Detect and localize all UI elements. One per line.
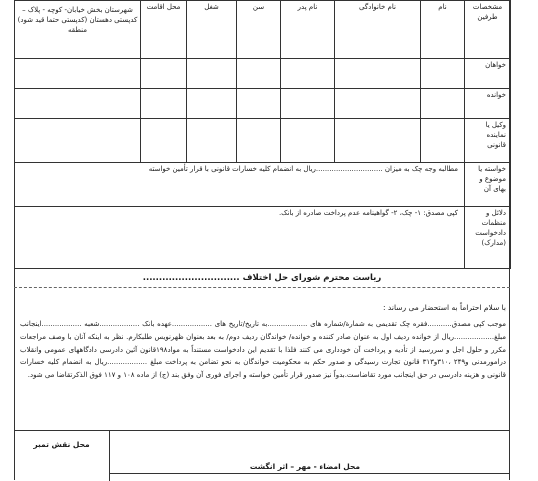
header-address: شهرستان بخش خیابان- کوچه - پلاک – کدپستی دهستان (کدپستی حتما قید شود) منطقه xyxy=(15,1,141,59)
claim-row xyxy=(15,163,511,207)
cell[interactable] xyxy=(335,89,421,119)
parties-table xyxy=(14,0,511,269)
cell[interactable] xyxy=(237,89,281,119)
cell[interactable] xyxy=(141,119,187,163)
header-residence: محل اقامت xyxy=(141,1,187,59)
claim-label: خواسته یا موضوع و بهای آن xyxy=(465,163,511,207)
row-label-plaintiff: خواهان xyxy=(465,59,511,89)
cell[interactable] xyxy=(141,59,187,89)
stamp-area: محل نقش تمبر xyxy=(14,431,110,481)
petition-body[interactable]: موجب کپی مصدق...........فقره چک تقدیمی به شمارة/شماره های ..................به تاریخ/تاریخ های ..................عهده بانک ..................شعبه ..................اینجانب مبلغ..................ریال از خوانده ردیف اول به عنوان صادر کننده و خوانده/ خواندگان ردیف دوم/ به بعد بعنوان ظهرنویس طلبکارم. نظر به اینکه آنان با وصف مراجعات مکرر و حلول اجل و سررسید از تأدیه و پرداخت آن خودداری می کنند فلذا با تقدیم این دادخواست مستنداً به مواد۱۹۸قانون آئین دادرسی دادگاههای عمومی وانقلاب درامورمدنی و۲۴۹ ،۳۱۰و۳۱۳ قانون تجارت رسیدگی و صدور حکم به محکومیت خواندگان به نحو تضامن به پرداخت مبلغ ..................ریال به انضمام کلیه خسارات قانونی و هزینه دادرسی در حق اینجانب مورد تقاضاست.بدواً نیز صدور قرار تأمین خواسته و اجرای فوری آن وفق بند (ج) از ماده ۱۰۸ و ۱۱۷ فوق الذکرتقاضا می شود. xyxy=(20,320,506,380)
cell[interactable] xyxy=(335,59,421,89)
cell[interactable] xyxy=(187,119,237,163)
cell[interactable] xyxy=(187,89,237,119)
cell[interactable] xyxy=(281,89,335,119)
header-first-name: نام xyxy=(421,1,465,59)
evidence-row xyxy=(15,207,511,269)
header-age: سن xyxy=(237,1,281,59)
header-specs: مشخصات طرفین xyxy=(465,1,511,59)
row-label-attorney: وکیل یا نماینده قانونی xyxy=(465,119,511,163)
table-row-defendant xyxy=(15,89,511,119)
table-row-attorney xyxy=(15,119,511,163)
footer xyxy=(14,430,510,480)
cell[interactable] xyxy=(421,89,465,119)
header-last-name: نام خانوادگی xyxy=(335,1,421,59)
salutation: با سلام احتراماً به استحضار می رساند : xyxy=(383,303,506,312)
table-row-plaintiff xyxy=(15,59,511,89)
cell[interactable] xyxy=(15,89,141,119)
cell[interactable] xyxy=(187,59,237,89)
cell[interactable] xyxy=(335,119,421,163)
cell[interactable] xyxy=(281,59,335,89)
table-header-row xyxy=(15,1,511,59)
cell[interactable] xyxy=(15,59,141,89)
evidence-label: دلائل و منظمات دادخواست (مدارک) xyxy=(465,207,511,269)
header-job: شغل xyxy=(187,1,237,59)
page-title: ریاست محترم شورای حل اختلاف .............................. xyxy=(14,268,510,288)
claim-text[interactable]: مطالبه وجه چک به میزان ..............................ریال به انضمام کلیه خسارات قانونی با قرار تأمین خواسته xyxy=(15,163,465,207)
divider xyxy=(110,473,510,474)
cell[interactable] xyxy=(237,59,281,89)
cell[interactable] xyxy=(15,119,141,163)
cell[interactable] xyxy=(237,119,281,163)
header-father-name: نام پدر xyxy=(281,1,335,59)
cell[interactable] xyxy=(421,59,465,89)
signature-label: محل امضاء - مهر – اثر انگشت xyxy=(249,462,360,471)
cell[interactable] xyxy=(421,119,465,163)
evidence-text[interactable]: کپی مصدق: ۱- چک، ۲- گواهینامه عدم پرداخت صادره از بانک. xyxy=(15,207,465,269)
row-label-defendant: خوانده xyxy=(465,89,511,119)
cell[interactable] xyxy=(281,119,335,163)
cell[interactable] xyxy=(141,89,187,119)
